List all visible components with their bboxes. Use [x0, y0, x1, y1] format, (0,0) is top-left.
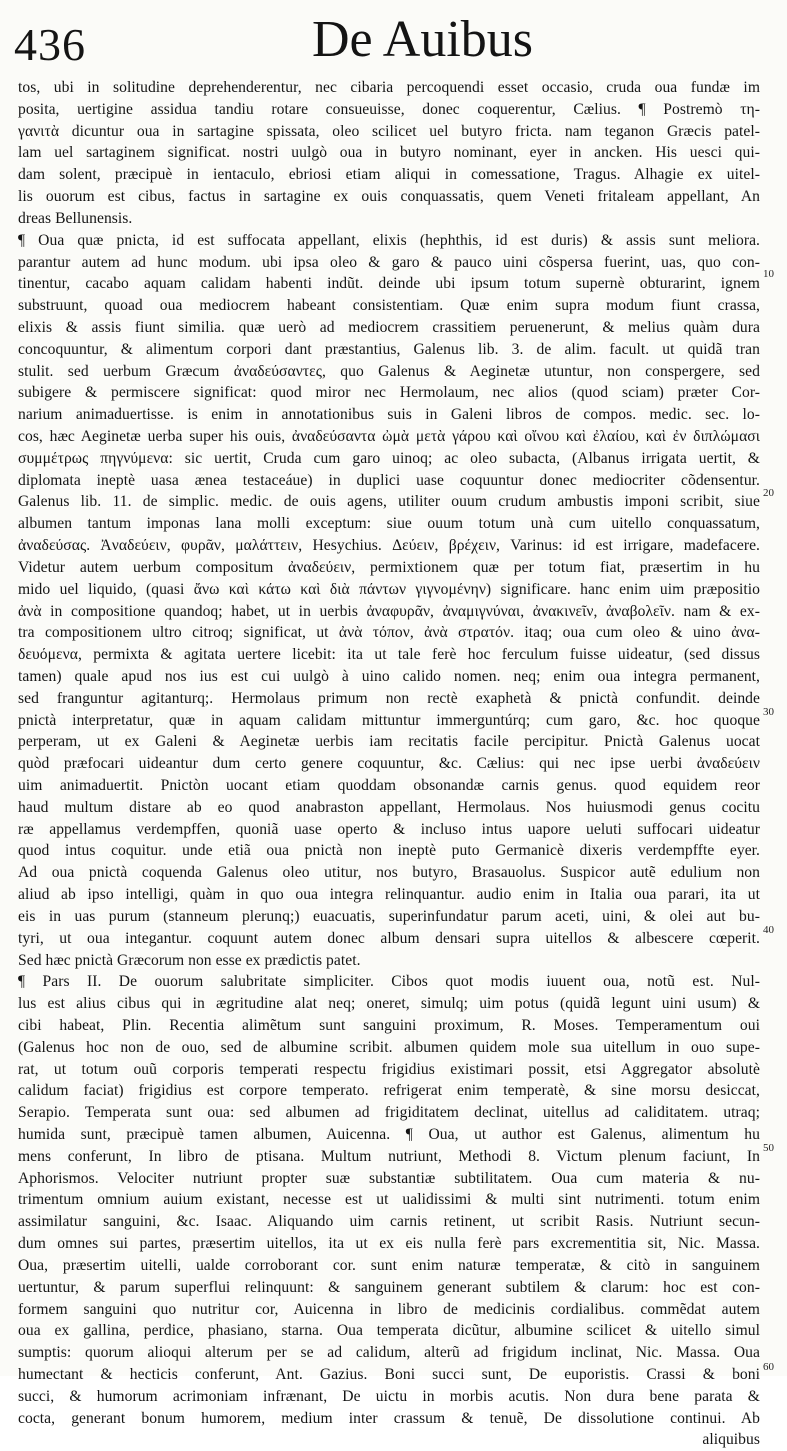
- text-line: assimilatur sanguini, &c. Isaac. Aliquando uim carnis retinent, ut scribit Rasis. Nutriunt secun-: [18, 1213, 760, 1231]
- text-line: δευόμενα, permixta & agitata uertere licebit: ita ut tale ferè hoc ferculum fuisse uideatur, (sed dissus: [18, 646, 760, 664]
- body-text: [18, 77, 760, 1451]
- text-line: (Galenus hoc non de ouo, sed de albumine scribit. albumen quidem mole sua uitellum in ouo supe-: [18, 1038, 760, 1056]
- line-number-marker: 50: [763, 1142, 774, 1154]
- text-line: mens conferunt, In libro de ptisana. Multum nutriunt, Methodi 8. Victum plenum faciunt, In: [18, 1147, 760, 1165]
- text-line: lis ouorum est cibus, factus in sartagine ex ouis conquassatis, quem Veneti fritaleam appellant, An: [18, 188, 760, 206]
- text-line: tra compositionem ultro citroq; significat, ut ἀνὰ τόπον, ἀνὰ στρατόν. itaq; oua cum oleo & uino ἀνα-: [18, 624, 760, 642]
- line-number-marker: 60: [763, 1361, 774, 1373]
- text-line: ¶ Oua quæ pnicta, id est suffocata appellant, elixis (hephthis, id est duris) & assis sunt meliora.: [18, 231, 760, 249]
- text-line: sumptis: quorum alioqui alterum per se ad calidum, alterũ ad frigidum inclinat, Nic. Massa. Oua: [18, 1344, 760, 1362]
- text-line: tamen) quale apud nos ius est cui uulgò à uino calido nomen. neq; enim oua integra permanent,: [18, 667, 760, 685]
- text-line: cocta, generant bonum humorem, medium inter crassum & tenuẽ, De dissolutione continui. Ab: [18, 1409, 760, 1427]
- text-line: ἀναδεύσας. Ἀναδεύειν, φυρᾶν, μαλάττειν, Hesychius. Δεύειν, βρέχειν, Varinus: id est irrigare, madefacere.: [18, 537, 760, 555]
- text-line: Ad oua pnictà coquenda Galenus oleo utitur, nos butyro, Brasauolus. Suspicor autẽ edulium non: [18, 864, 760, 882]
- text-line: Oua, præsertim uitelli, ualde corroborant cor. sunt enim naturæ temperatæ, & citò in sanguinem: [18, 1256, 760, 1274]
- text-line: perperam, ut ex Galeni & Aeginetæ uerbis iam recitatis facile percipitur. Pnictà Galenus uocat: [18, 733, 760, 751]
- text-line: tyri, ut oua integantur. coquunt autem donec album densari supra uitellos & albescere cœperit.: [18, 929, 760, 947]
- text-line: uim animaduertit. Pnictòn uocant etiam quoddam obsonandæ carnis genus. quod equidem reor: [18, 777, 760, 794]
- text-line: mido uel liquido, (quasi ἄνω καὶ κάτω καὶ διὰ πάντων γιγνομένην) significare. hanc enim uim præpositio: [18, 580, 760, 598]
- text-line: cos, hæc Aeginetæ uerba super his ouis, ἀναδεύσαντα ὠμὰ μετὰ γάρου καὶ οἴνου καὶ ἐλαίου, καὶ ἐν διπλώμασι: [18, 428, 760, 445]
- text-line: dreas Bellunensis.: [18, 209, 133, 227]
- text-line: dum omnes sui partes, præsertim uitellos, ita ut ex eis nulla ferè pars excrementitia sit, Nic. Massa.: [18, 1235, 760, 1253]
- text-line: Aphorismos. Velociter nutriunt propter suæ substantiæ subtilitatem. Oua cum materia & nu-: [18, 1169, 760, 1187]
- text-line: dam solent, præcipuè in ientaculo, ebriosi etiam aliqui in comessatione, Tragus. Alhagie ex uitel-: [18, 166, 760, 184]
- text-line: elixis & assis fiunt similia. quæ uerò ad mediocrem crassitiem peruenerunt, & melius quàm dura: [18, 318, 760, 336]
- text-line: Videtur autem uerbum compositum ἀναδεύειν, permixtionem quæ per totum fiat, præsertim in hu: [18, 558, 760, 576]
- text-line: calidum faciat) frigidius est corpore temperato. refrigerat enim temperatè, & sine morsu desiccat,: [18, 1082, 760, 1100]
- text-line: pnictà interpretatur, quæ in aquam calidam mittuntur immerguntúrq; cum garo, &c. hoc quoque: [18, 711, 760, 729]
- text-line: sed franguntur agitanturq;. Hermolaus primum non rectè exaphetà & pnictà confundit. deinde: [18, 689, 760, 707]
- text-line: eis in uas purum (stanneum plerunq;) euacuatis, superinfundatur parum aceti, uini, & olei aut bu-: [18, 907, 760, 925]
- page-header: [0, 0, 787, 78]
- text-line: humectant & hecticis conferunt, Ant. Gazius. Boni succi sunt, De euporistis. Crassi & boni: [18, 1365, 760, 1383]
- text-line: parantur autem ad hunc modum. ubi ipsa oleo & garo & pauco uini cõspersa fuerint, uas, quo con-: [18, 253, 760, 271]
- text-line: συμμέτρως πηγνύμενα: sic uertit, Cruda cum garo uinoq; ac oleo subacta, (Albanus irrigata uertit, &: [18, 449, 760, 467]
- line-number-marker: 30: [763, 706, 774, 718]
- text-line: humida sunt, præcipuè tamen albumen, Auicenna. ¶ Oua, ut author est Galenus, alimentum hu: [18, 1126, 760, 1143]
- text-line: lam uel sartaginem significat. nostri uulgò oua in butyro nominant, eyer in ancken. His uesci qui-: [18, 144, 760, 162]
- text-line: quòd præfocari uideantur dum certo genere coquuntur, &c. Cælius: qui nec ipse uerbi ἀναδεύειν: [18, 755, 760, 773]
- text-line: ἀνὰ in compositione quandoq; habet, ut in uerbis ἀναφυρᾶν, ἀναμιγνύναι, ἀνακινεῖν, ἀναβολεῖν. nam & ex-: [18, 602, 760, 620]
- text-line: ¶ Pars II. De ouorum salubritate simpliciter. Cibos quot modis iuuent oua, notũ est. Nul-: [18, 973, 760, 991]
- text-line: Serapio. Temperata sunt oua: sed albumen ad frigiditatem declinat, uitellus ad caliditatem. utraq;: [18, 1104, 760, 1122]
- text-line: stulit. sed uerbum Græcum ἀναδεύσαντες, quo Galenus & Aeginetæ utuntur, non conspergere, sed: [18, 362, 760, 380]
- text-line: succi, & humorum acrimoniam infrænant, De uictu in morbis acutis. Non dura bene parata &: [18, 1387, 760, 1405]
- text-line: posita, uertigine assidua tandiu rotare consueuisse, donec coquerentur, Cælius. ¶ Postremò τη-: [18, 100, 760, 118]
- line-number-marker: 10: [763, 268, 774, 280]
- text-line: trimentum omnium auium existant, necesse est ut ualidissimi & multi sint nutrimenti. totum enim: [18, 1191, 760, 1209]
- text-line: tos, ubi in solitudine deprehenderentur, nec cibaria percoquendi esset occasio, cruda oua fundæ im: [18, 79, 760, 96]
- text-line: concoquuntur, & alimentum corpori dant præstantius, Galenus lib. 3. de alim. facult. ut quidã tran: [18, 340, 760, 358]
- text-line: cibi habeat, Plin. Recentia alimẽtum sunt sanguini proximum, R. Moses. Temperamentum oui: [18, 1016, 760, 1034]
- text-line: aliud ab ipso intelligi, quàm in quo oua integra relinquantur. audio enim in Italia oua parari, ita ut: [18, 886, 760, 904]
- text-line: narium animaduertisse. is enim in annotationibus suis in Galeni libros de compos. medic. sec. lo-: [18, 406, 760, 424]
- line-number-marker: 20: [763, 487, 774, 499]
- line-number-marker: 40: [763, 924, 774, 936]
- text-line: tinentur, cacabo aquam calidam habenti indũt. deinde ubi ipsum totum supernè obturarint, ignem: [18, 275, 760, 293]
- text-line: substruunt, quoad oua mediocrem habeant consistentiam. Quæ enim supra modum fiunt crassa,: [18, 297, 760, 315]
- text-line: γανιτὰ dicuntur oua in sartagine spissata, oleo scilicet uel butyro fricta. nam teganon Græcis patel-: [18, 122, 760, 140]
- running-title: De Auibus: [312, 11, 533, 68]
- text-line: Galenus lib. 11. de simplic. medic. de ouis agens, utiliter ouum crudum ambustis imponi scribit, siue: [18, 493, 760, 511]
- text-line: albumen tantum imponas lana molli exceptum: siue ouum totum unà cum uitello conquassatum,: [18, 515, 760, 533]
- text-line: haud multum distare ab eo quod anabraston appellant, Hermolaus. Nos huiusmodi genus cocitu: [18, 798, 760, 816]
- text-line: oua ex gallina, perdice, phasiano, starna. Oua temperata dicũtur, albumine scilicet & uitello simul: [18, 1322, 760, 1340]
- text-line: quod intus coquitur. unde etiã oua pnictà non ineptè puto Germanicè dixeris verdempffte eyer.: [18, 842, 760, 860]
- text-line: ræ appellamus verdempffen, quoniã uase operto & incluso intus uapore ueluti suffocari uideatur: [18, 820, 760, 838]
- text-line: formem sanguini quo nutritur cor, Auicenna in libro de medicinis cordialibus. commẽdat autem: [18, 1300, 760, 1318]
- text-line: Sed hæc pnictà Græcorum non esse ex prædictis patet.: [18, 951, 361, 969]
- text-line: subigere & permiscere significat: quod miror nec Hermolaum, nec alios (quod sciam) præter Cor-: [18, 384, 760, 402]
- text-line: lus est alius cibus qui in ægritudine alat neq; oneret, simulq; uim potus (quidã legunt uini usum) &: [18, 995, 760, 1013]
- text-line: aliquibus: [702, 1431, 760, 1449]
- page-number: 436: [14, 19, 86, 70]
- text-line: uertuntur, & parum superflui relinquunt: & sanguinem generant subtilem & clarum: hoc est con-: [18, 1278, 760, 1296]
- text-line: rat, ut totum ouũ corporis temperati respectu frigidius existimari possit, etsi Aggregator absolutè: [18, 1060, 760, 1078]
- text-line: diplomata ineptè uasa ænea testaceáue) in duplici uase coquuntur donec mediocriter cõdensentur.: [18, 471, 760, 489]
